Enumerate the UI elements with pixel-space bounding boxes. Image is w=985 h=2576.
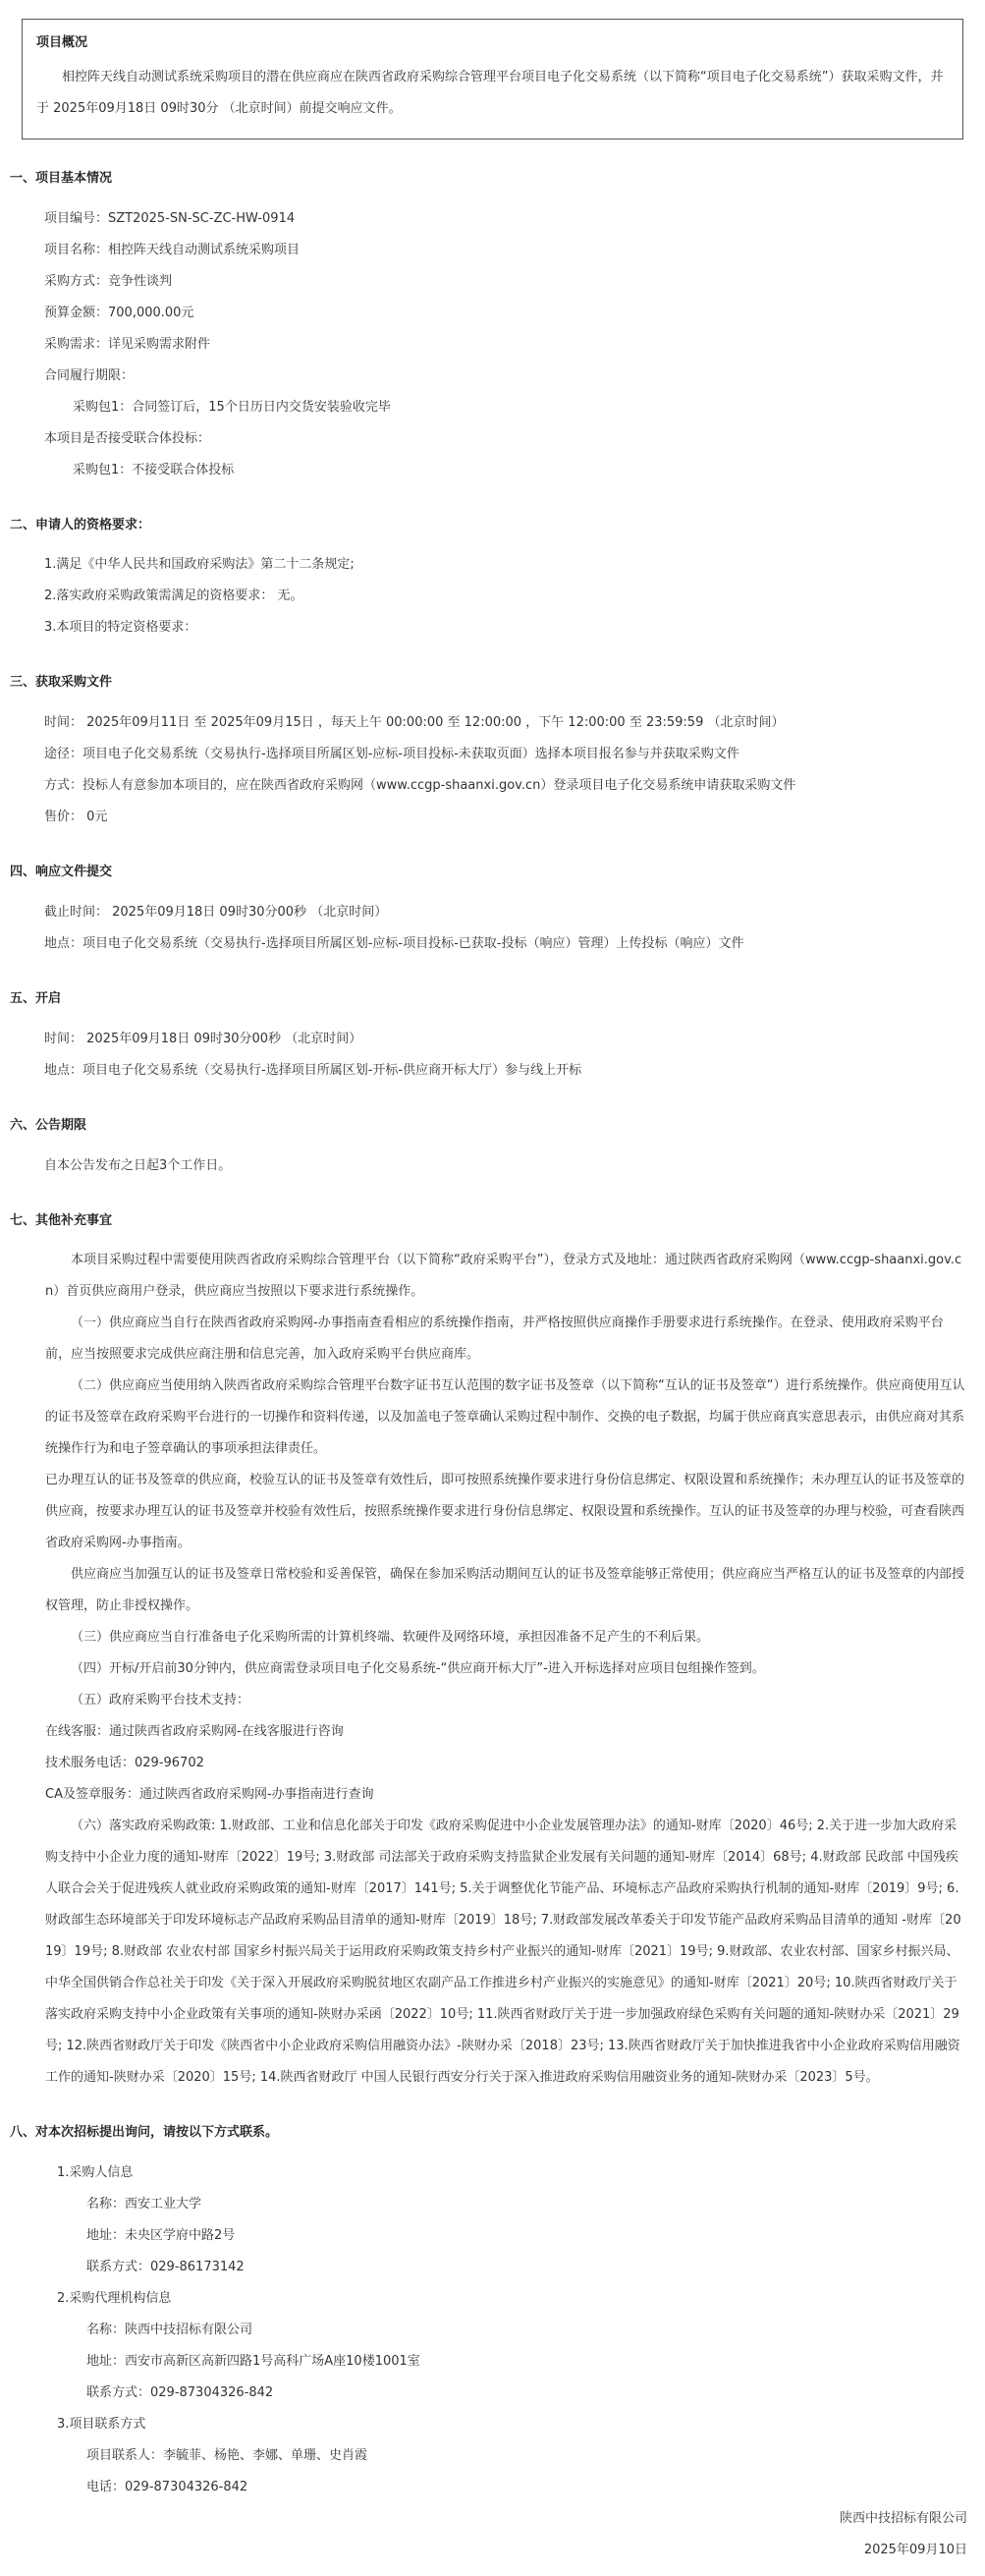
section-title: 二、申请人的资格要求：	[10, 517, 151, 532]
section-title: 四、响应文件提交	[10, 865, 113, 880]
project-overview-box	[22, 19, 963, 140]
contact-heading: 3.项目联系方式	[57, 2417, 146, 2433]
qualification-item: 2.落实政府采购政策需满足的资格要求： 无。	[44, 588, 303, 604]
section-title: 一、项目基本情况	[10, 170, 113, 186]
section-contact	[10, 2123, 967, 2503]
other-paragraph: 已办理互认的证书及签章的供应商，校验互认的证书及签章有效性后，即可按照系统操作要求进行身份信息绑定、权限设置和系统操作；未办理互认的证书及签章的供应商，按要求办理互认的证书及签章并校验有效性后，按照系统操作要求进行身份信息绑定、权限设置和系统操作。互认的证书及签章的办理与校验，可查看陕西省政府采购网-办事指南。	[45, 1473, 965, 1551]
qualification-item: 1.满足《中华人民共和国政府采购法》第二十二条规定;	[44, 557, 355, 573]
qualification-item: 3.本项目的特定资格要求：	[44, 620, 197, 636]
overview-title: 项目概况	[36, 35, 88, 50]
joint-bid-label: 本项目是否接受联合体投标：	[44, 430, 211, 446]
other-paragraph: 供应商应当加强互认的证书及签章日常校验和妥善保管，确保在参加采购活动期间互认的证书及签章能够正常使用；供应商应当严格互认的证书及签章的内部授权管理，防止非授权操作。	[45, 1567, 965, 1614]
contact-phone: 电话：029-87304326-842	[86, 2480, 248, 2495]
obtain-method: 方式：投标人有意参加本项目的，应在陕西省政府采购网（www.ccgp-shaanxi.gov.cn）登录项目电子化交易系统申请获取采购文件	[44, 778, 796, 794]
section-title: 五、开启	[10, 990, 62, 1006]
section-notice-period	[10, 1116, 967, 1182]
section-submission	[10, 863, 967, 960]
tech-support-item: 技术服务电话：029-96702	[45, 1756, 204, 1771]
section-title: 七、其他补充事宜	[10, 1212, 113, 1228]
obtain-channel: 途径：项目电子化交易系统（交易执行-选择项目所属区划-应标-项目投标-未获取页面）选择本项目报名参与并获取采购文件	[44, 747, 739, 762]
agency-phone: 联系方式：029-87304326-842	[86, 2385, 274, 2401]
other-paragraph: 本项目采购过程中需要使用陕西省政府采购综合管理平台（以下简称“政府采购平台”），登录方式及地址：通过陕西省政府采购网（www.ccgp-shaanxi.gov.cn）首页供应商用户登录，供应商应当按照以下要求进行系统操作。	[45, 1253, 962, 1300]
procurement-requirement: 采购需求：详见采购需求附件	[44, 336, 211, 352]
section-title: 八、对本次招标提出询问，请按以下方式联系。	[10, 2125, 279, 2141]
submission-location: 地点：项目电子化交易系统（交易执行-选择项目所属区划-应标-项目投标-已获取-投标（响应）管理）上传投标（响应）文件	[44, 935, 744, 951]
purchaser-name: 名称：西安工业大学	[86, 2197, 202, 2212]
package-term: 采购包1：合同签订后，15个日历日内交货安装验收完毕	[73, 399, 391, 415]
tech-support-item: CA及签章服务：通过陕西省政府采购网-办事指南进行查询	[45, 1787, 374, 1803]
section-title: 三、获取采购文件	[10, 675, 113, 691]
section-basic-info	[10, 169, 967, 486]
agency-heading: 2.采购代理机构信息	[57, 2291, 172, 2307]
contact-people: 项目联系人：李毓菲、杨艳、李娜、单珊、史肖霞	[86, 2448, 368, 2464]
budget-amount: 预算金额：700,000.00元	[44, 305, 194, 320]
policy-paragraph: （六）落实政府采购政策: 1.财政部、工业和信息化部关于印发《政府采购促进中小企业发展管理办法》的通知-财库〔2020〕46号; 2.关于进一步加大政府采购支持中小企业力度的通知-财库〔2022〕19号; 3.财政部 司法部关于政府采购支持监狱企业发展有关问题的通知-财库〔2014〕68号; 4.财政部 民政部 中国残疾人联合会关于促进残疾人就业政府采购政策的通知-财库〔2017〕141号; 5.关于调整优化节能产品、环境标志产品政府采购执行机制的通知-财库〔2019〕9号; 6.财政部生态环境部关于印发环境标志产品政府采购品目清单的通知-财库〔2019〕18号; 7.财政部发展改革委关于印发节能产品政府采购品目清单的通知 -财库〔2019〕19号; 8.财政部 农业农村部 国家乡村振兴局关于运用政府采购政策支持乡村产业振兴的通知-财库〔2021〕19号; 9.财政部、农业农村部、国家乡村振兴局、中华全国供销合作总社关于印发《关于深入开展政府采购脱贫地区农副产品工作推进乡村产业振兴的实施意见》的通知-财库〔2021〕20号; 10.陕西省财政厅关于落实政府采购支持中小企业政策有关事项的通知-陕财办采函〔2022〕10号; 11.陕西省财政厅关于进一步加强政府绿色采购有关问题的通知-陕财办采〔2021〕29号; 12.陕西省财政厅关于印发《陕西省中小企业政府采购信用融资办法》-陕财办采〔2018〕23号; 13.陕西省财政厅关于加快推进我省中小企业政府采购信用融资工作的通知-陕财办采〔2020〕15号; 14.陕西省财政厅 中国人民银行西安分行关于深入推进政府采购信用融资业务的通知-陕财办采〔2023〕5号。	[45, 1819, 961, 2086]
section-qualifications	[10, 516, 967, 644]
purchaser-heading: 1.采购人信息	[57, 2165, 134, 2181]
section-opening	[10, 989, 967, 1087]
signature-date: 2025年09月10日	[863, 2543, 967, 2558]
announcement-page	[0, 19, 985, 2576]
overview-text: 相控阵天线自动测试系统采购项目的潜在供应商应在陕西省政府采购综合管理平台项目电子化交易系统（以下简称“项目电子化交易系统”）获取采购文件，并于 2025年09月18日 09时30分 （北京时间）前提交响应文件。	[36, 69, 944, 116]
other-paragraph: （四）开标/开启前30分钟内，供应商需登录项目电子化交易系统-“供应商开标大厅”-进入开标选择对应项目包组操作签到。	[71, 1661, 765, 1677]
tech-support-item: 在线客服：通过陕西省政府采购网-在线客服进行咨询	[45, 1724, 344, 1740]
project-number: 项目编号：SZT2025-SN-SC-ZC-HW-0914	[44, 210, 296, 226]
contract-term-label: 合同履行期限：	[44, 367, 135, 383]
section-title: 六、公告期限	[10, 1117, 87, 1133]
other-paragraph: （一）供应商应当自行在陕西省政府采购网-办事指南查看相应的系统操作指南，并严格按照供应商操作手册要求进行系统操作。在登录、使用政府采购平台前，应当按照要求完成供应商注册和信息完善，加入政府采购平台供应商库。	[45, 1316, 944, 1363]
purchaser-phone: 联系方式：029-86173142	[86, 2260, 245, 2275]
notice-period-text: 自本公告发布之日起3个工作日。	[44, 1157, 232, 1173]
signature-org: 陕西中技招标有限公司	[839, 2511, 967, 2527]
obtain-price: 售价： 0元	[44, 810, 108, 825]
agency-name: 名称：陕西中技招标有限公司	[86, 2323, 253, 2338]
opening-location: 地点：项目电子化交易系统（交易执行-选择项目所属区划-开标-供应商开标大厅）参与线上开标	[44, 1062, 582, 1078]
section-obtain-documents	[10, 673, 967, 833]
other-paragraph: （二）供应商应当使用纳入陕西省政府采购综合管理平台数字证书互认范围的数字证书及签章（以下简称“互认的证书及签章”）进行系统操作。供应商使用互认的证书及签章在政府采购平台进行的一切操作和资料传递，以及加盖电子签章确认采购过程中制作、交换的电子数据，均属于供应商真实意思表示，由供应商对其系统操作行为和电子签章确认的事项承担法律责任。	[45, 1378, 965, 1457]
submission-deadline: 截止时间： 2025年09月18日 09时30分00秒 （北京时间）	[44, 904, 388, 920]
purchaser-address: 地址：未央区学府中路2号	[86, 2228, 236, 2244]
section-other-matters	[10, 1211, 967, 2095]
other-paragraph: （五）政府采购平台技术支持：	[71, 1693, 250, 1708]
obtain-time: 时间： 2025年09月11日 至 2025年09月15日 ，每天上午 00:00:00 至 12:00:00 ，下午 12:00:00 至 23:59:59 （北京时间）	[44, 715, 785, 731]
opening-time: 时间： 2025年09月18日 09时30分00秒 （北京时间）	[44, 1031, 362, 1046]
procurement-method: 采购方式：竞争性谈判	[44, 273, 173, 289]
project-name: 项目名称：相控阵天线自动测试系统采购项目	[44, 242, 301, 257]
joint-bid-value: 采购包1：不接受联合体投标	[73, 462, 235, 477]
other-paragraph: （三）供应商应当自行准备电子化采购所需的计算机终端、软硬件及网络环境，承担因准备不足产生的不利后果。	[71, 1630, 710, 1646]
agency-address: 地址：西安市高新区高新四路1号高科广场A座10楼1001室	[86, 2354, 420, 2370]
